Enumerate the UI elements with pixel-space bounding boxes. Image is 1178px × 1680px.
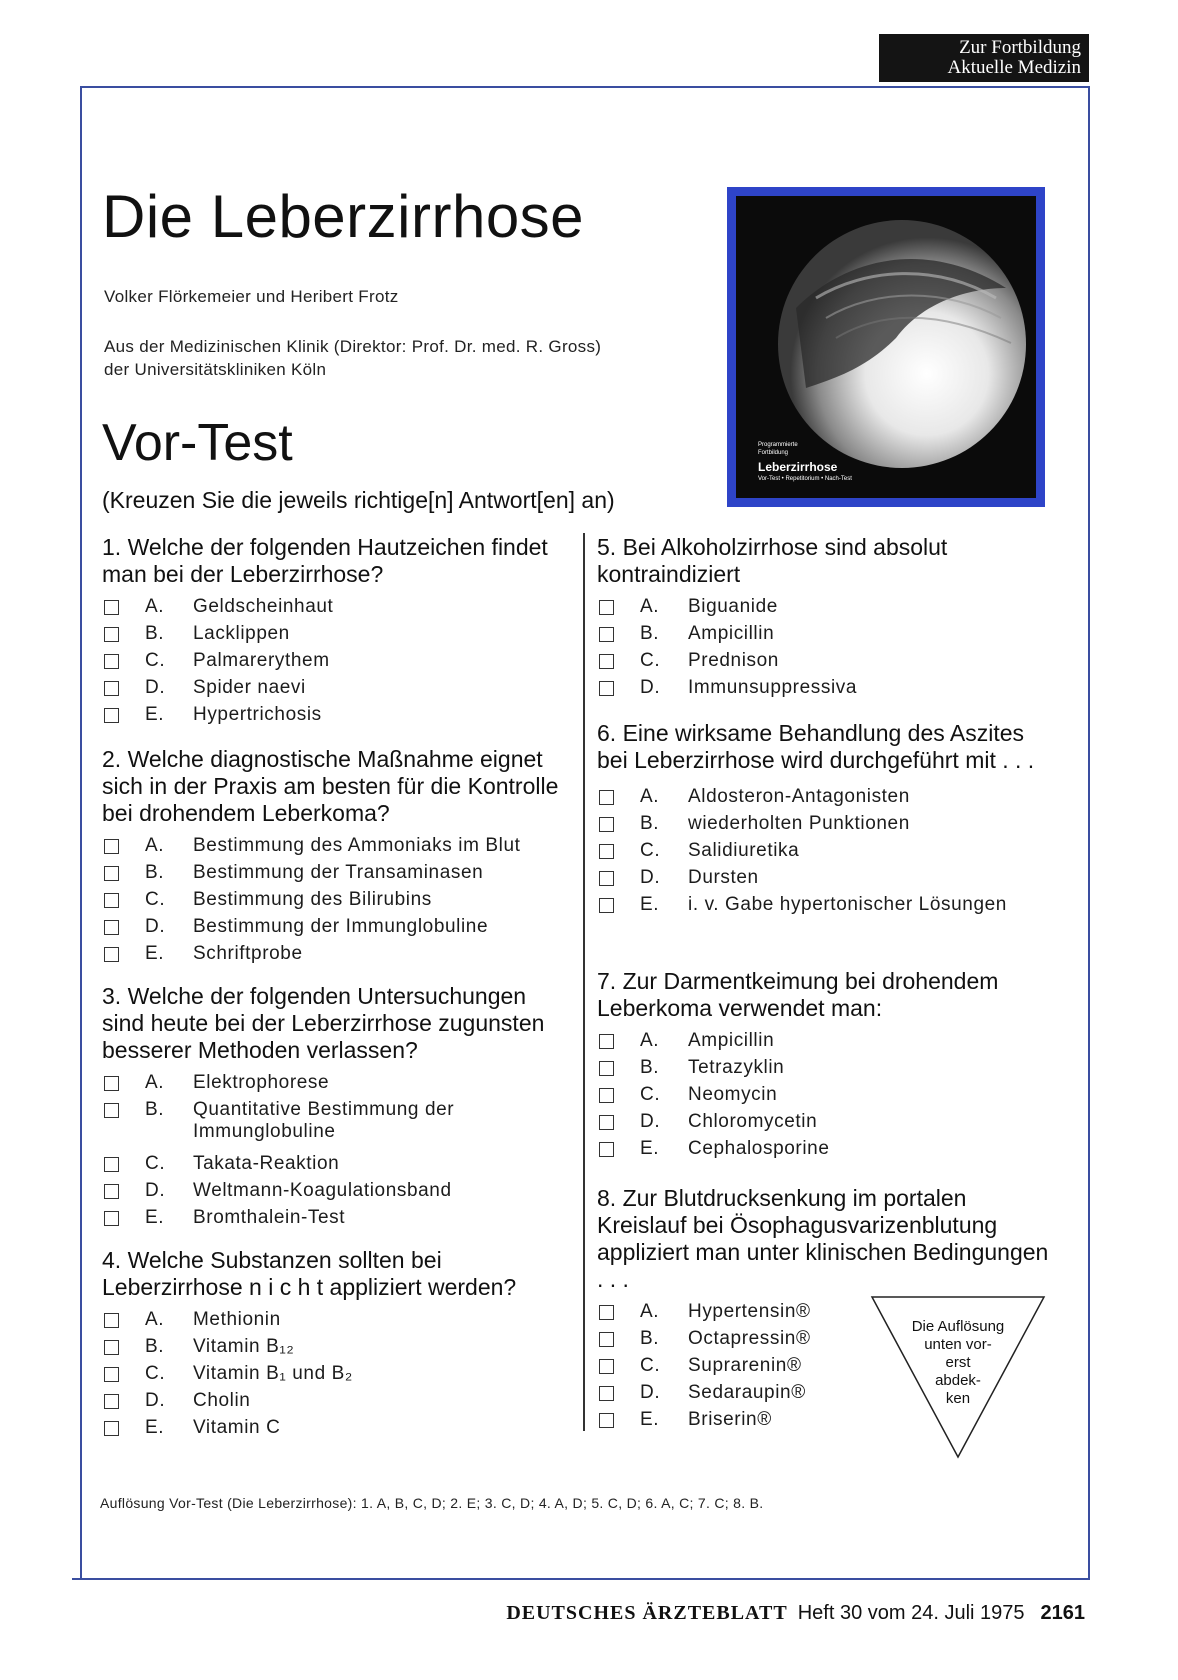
authors: Volker Flörkemeier und Heribert Frotz [104, 287, 399, 306]
question-7 [597, 968, 1057, 1165]
option-letter: A. [145, 1072, 165, 1093]
answer-checkbox[interactable] [104, 627, 119, 642]
affiliation-line2: der Universitätskliniken Köln [104, 360, 327, 379]
option-letter: B. [640, 813, 660, 834]
option-text: Sedaraupin® [688, 1382, 806, 1403]
option-row [102, 1207, 572, 1234]
option-row [102, 889, 572, 916]
option-row [102, 1390, 572, 1417]
option-letter: D. [640, 677, 661, 698]
option-text: Ampicillin [688, 1030, 775, 1051]
option-list [102, 835, 572, 970]
answer-checkbox[interactable] [599, 681, 614, 696]
option-row [597, 677, 1057, 704]
option-text: Vitamin B₁₂ [193, 1336, 295, 1357]
option-text: Lacklippen [193, 623, 290, 644]
option-text: Ampicillin [688, 623, 775, 644]
answer-checkbox[interactable] [599, 1034, 614, 1049]
question-2 [102, 746, 572, 970]
answer-checkbox[interactable] [104, 600, 119, 615]
option-text: Biguanide [688, 596, 778, 617]
answer-checkbox[interactable] [599, 898, 614, 913]
option-letter: B. [640, 1057, 660, 1078]
option-row [597, 1057, 1057, 1084]
option-text: Cholin [193, 1390, 251, 1411]
option-row [102, 1153, 572, 1180]
option-row [597, 1030, 1057, 1057]
option-list [597, 786, 1047, 921]
triangle-note-line5: ken [945, 1390, 971, 1407]
option-text: Spider naevi [193, 677, 306, 698]
option-letter: B. [145, 1336, 165, 1357]
answer-checkbox[interactable] [599, 627, 614, 642]
option-row [597, 786, 1047, 813]
endoscopy-disc-image [776, 218, 1028, 470]
option-letter: C. [640, 650, 661, 671]
answer-checkbox[interactable] [599, 1115, 614, 1130]
section-tag-line2: Aktuelle Medizin [947, 57, 1081, 78]
option-letter: D. [145, 1180, 166, 1201]
answer-checkbox[interactable] [104, 1211, 119, 1226]
option-row [102, 1336, 572, 1363]
option-letter: C. [145, 650, 166, 671]
answer-checkbox[interactable] [104, 1184, 119, 1199]
option-text: Weltmann-Koagulationsband [193, 1180, 452, 1201]
option-letter: A. [640, 786, 660, 807]
cover-subtitle: Vor-Test • Repetitorium • Nach-Test [758, 476, 852, 482]
option-letter: B. [145, 623, 165, 644]
question-text: 2. Welche diagnostische Maßnahme eignet sich in der Praxis am besten für die Kontrolle bei drohendem Leberkoma? [102, 746, 559, 826]
option-row [102, 835, 572, 862]
answer-checkbox[interactable] [599, 654, 614, 669]
answer-checkbox[interactable] [599, 1061, 614, 1076]
answer-checkbox[interactable] [599, 1088, 614, 1103]
affiliation-line1: Aus der Medizinischen Klinik (Direktor: Prof. Dr. med. R. Gross) [104, 337, 602, 356]
page-number: 2161 [1040, 1602, 1085, 1624]
option-row [102, 623, 572, 650]
option-letter: A. [145, 835, 165, 856]
option-row [102, 677, 572, 704]
option-text: Octapressin® [688, 1328, 811, 1349]
option-text: Methionin [193, 1309, 281, 1330]
option-row [597, 1084, 1057, 1111]
option-text: i. v. Gabe hypertonischer Lösungen [688, 894, 1007, 915]
option-row [597, 813, 1047, 840]
option-text: Chloromycetin [688, 1111, 818, 1132]
option-row [102, 943, 572, 970]
answer-checkbox[interactable] [599, 1386, 614, 1401]
affiliation [104, 335, 601, 381]
option-row [102, 1363, 572, 1390]
option-text: Bromthalein-Test [193, 1207, 346, 1228]
option-row [597, 894, 1047, 921]
option-text: Quantitative Bestimmung der Immunglobuline [193, 1099, 455, 1142]
option-row [102, 862, 572, 889]
answer-checkbox[interactable] [104, 1103, 119, 1118]
option-text: Neomycin [688, 1084, 778, 1105]
cover-small-line1: Programmierte [758, 442, 798, 448]
question-4 [102, 1247, 572, 1444]
option-text: Cephalosporine [688, 1138, 830, 1159]
option-row [102, 1180, 572, 1207]
answer-checkbox[interactable] [104, 947, 119, 962]
option-text: Hypertensin® [688, 1301, 811, 1322]
section-tag [879, 34, 1089, 82]
answer-checkbox[interactable] [104, 1076, 119, 1091]
triangle-note-line3: erst [945, 1354, 971, 1371]
option-letter: D. [145, 916, 166, 937]
option-text: Bestimmung der Transaminasen [193, 862, 484, 883]
option-letter: C. [640, 1355, 661, 1376]
answer-checkbox[interactable] [599, 817, 614, 832]
question-text: 1. Welche der folgenden Hautzeichen findet man bei der Leberzirrhose? [102, 534, 548, 587]
question-text: 6. Eine wirksame Behandlung des Aszites bei Leberzirrhose wird durchgeführt mit . . . [597, 720, 1035, 773]
article-title: Die Leberzirrhose [102, 183, 585, 250]
question-5 [597, 534, 1057, 704]
option-text: Prednison [688, 650, 779, 671]
cover-small-line2: Fortbildung [758, 450, 789, 456]
option-letter: D. [640, 1111, 661, 1132]
question-text: 3. Welche der folgenden Untersuchungen sind heute bei der Leberzirrhose zugunsten besserer Methoden verlassen? [102, 983, 545, 1063]
page-footer [506, 1602, 1085, 1625]
section-tag-line1: Zur Fortbildung [959, 37, 1081, 58]
answer-checkbox[interactable] [599, 1332, 614, 1347]
option-text: Hypertrichosis [193, 704, 322, 725]
option-text: Briserin® [688, 1409, 772, 1430]
option-row [102, 1309, 572, 1336]
question-text: 8. Zur Blutdrucksenkung im portalen Kreislauf bei Ösophagusvarizenblutung appliziert man unter klinischen Bedingungen . . . [597, 1185, 1049, 1292]
option-letter: C. [145, 889, 166, 910]
option-letter: E. [640, 1409, 660, 1430]
question-text: 4. Welche Substanzen sollten bei Leberzirrhose n i c h t appliziert werden? [102, 1247, 517, 1300]
triangle-note-line1: Die Auflösung [911, 1318, 1005, 1335]
option-row [597, 840, 1047, 867]
answer-checkbox[interactable] [104, 1394, 119, 1409]
option-letter: D. [640, 867, 661, 888]
option-list [597, 596, 1057, 704]
option-text: Salidiuretika [688, 840, 800, 861]
option-letter: C. [640, 840, 661, 861]
option-letter: C. [145, 1363, 166, 1384]
question-text: 7. Zur Darmentkeimung bei drohendem Leberkoma verwendet man: [597, 968, 999, 1021]
option-row [102, 1072, 572, 1099]
option-letter: B. [145, 1099, 165, 1120]
triangle-note [895, 1318, 1021, 1408]
triangle-note-line4: abdek- [935, 1372, 981, 1389]
option-letter: E. [145, 1417, 165, 1438]
option-text: Tetrazyklin [688, 1057, 785, 1078]
option-letter: B. [640, 623, 660, 644]
answer-checkbox[interactable] [599, 1305, 614, 1320]
option-text: Elektrophorese [193, 1072, 330, 1093]
option-list [597, 1030, 1057, 1165]
test-instruction: (Kreuzen Sie die jeweils richtige[n] Antwort[en] an) [102, 487, 615, 513]
option-text: Bestimmung des Ammoniaks im Blut [193, 835, 521, 856]
option-letter: B. [145, 862, 165, 883]
option-letter: D. [145, 1390, 166, 1411]
answer-checkbox[interactable] [104, 708, 119, 723]
answer-checkbox[interactable] [104, 654, 119, 669]
answer-checkbox[interactable] [599, 844, 614, 859]
option-text: Dursten [688, 867, 759, 888]
option-letter: C. [145, 1153, 166, 1174]
option-text: Suprarenin® [688, 1355, 802, 1376]
option-letter: E. [145, 1207, 165, 1228]
triangle-note-line2: unten vor- [924, 1336, 992, 1353]
answer-checkbox[interactable] [104, 866, 119, 881]
journal-name: DEUTSCHES ÄRZTEBLATT [506, 1602, 788, 1624]
option-letter: E. [640, 894, 660, 915]
answer-checkbox[interactable] [599, 1359, 614, 1374]
option-row [597, 623, 1057, 650]
answer-checkbox[interactable] [104, 1340, 119, 1355]
option-row [102, 916, 572, 943]
option-row [102, 704, 572, 731]
cover-photo [736, 196, 1036, 498]
answer-checkbox[interactable] [599, 1413, 614, 1428]
question-3 [102, 983, 572, 1234]
answer-checkbox[interactable] [599, 790, 614, 805]
column-divider [583, 533, 585, 1431]
option-row [102, 1417, 572, 1444]
question-1 [102, 534, 572, 731]
option-letter: E. [145, 943, 165, 964]
option-row [102, 650, 572, 677]
option-text: wiederholten Punktionen [688, 813, 910, 834]
cover-title: Leberzirrhose [758, 460, 838, 474]
option-text: Bestimmung des Bilirubins [193, 889, 432, 910]
option-row [597, 650, 1057, 677]
option-text: Vitamin C [193, 1417, 281, 1438]
option-letter: D. [145, 677, 166, 698]
option-letter: E. [145, 704, 165, 725]
answer-checkbox[interactable] [104, 1421, 119, 1436]
option-letter: A. [640, 596, 660, 617]
cover-image [727, 187, 1045, 507]
option-letter: C. [640, 1084, 661, 1105]
answer-checkbox[interactable] [599, 871, 614, 886]
answer-checkbox[interactable] [104, 681, 119, 696]
option-text: Palmarerythem [193, 650, 330, 671]
answer-checkbox[interactable] [104, 920, 119, 935]
answer-checkbox[interactable] [104, 1367, 119, 1382]
option-text: Takata-Reaktion [193, 1153, 340, 1174]
issue-info: Heft 30 vom 24. Juli 1975 [797, 1602, 1025, 1624]
option-text: Bestimmung der Immunglobuline [193, 916, 489, 937]
answer-checkbox[interactable] [104, 839, 119, 854]
option-row [597, 1111, 1057, 1138]
answer-checkbox[interactable] [104, 893, 119, 908]
answer-checkbox[interactable] [599, 600, 614, 615]
answer-checkbox[interactable] [104, 1157, 119, 1172]
option-row [597, 867, 1047, 894]
answer-key: Auflösung Vor-Test (Die Leberzirrhose): 1. A, B, C, D; 2. E; 3. C, D; 4. A, D; 5. C, D; 6. A, C; 7. C; 8. B. [100, 1495, 764, 1511]
option-letter: D. [640, 1382, 661, 1403]
option-text: Vitamin B₁ und B₂ [193, 1363, 353, 1384]
option-text: Immunsuppressiva [688, 677, 858, 698]
option-letter: B. [640, 1328, 660, 1349]
answer-checkbox[interactable] [104, 1313, 119, 1328]
option-row [102, 596, 572, 623]
option-text: Aldosteron-Antagonisten [688, 786, 910, 807]
option-row [597, 596, 1057, 623]
option-row [597, 1138, 1057, 1165]
test-heading: Vor-Test [102, 414, 293, 472]
option-text: Geldscheinhaut [193, 596, 334, 617]
option-text: Schriftprobe [193, 943, 303, 964]
option-letter: A. [145, 596, 165, 617]
frame-bottom-rule [72, 1578, 1090, 1580]
option-list [102, 596, 572, 731]
question-text: 5. Bei Alkoholzirrhose sind absolut kontraindiziert [597, 534, 948, 587]
option-letter: A. [145, 1309, 165, 1330]
option-letter: A. [640, 1030, 660, 1051]
option-list [102, 1309, 572, 1444]
answer-checkbox[interactable] [599, 1142, 614, 1157]
option-letter: A. [640, 1301, 660, 1322]
option-list [102, 1072, 572, 1234]
option-row [102, 1099, 572, 1153]
option-letter: E. [640, 1138, 660, 1159]
question-6 [597, 720, 1047, 921]
